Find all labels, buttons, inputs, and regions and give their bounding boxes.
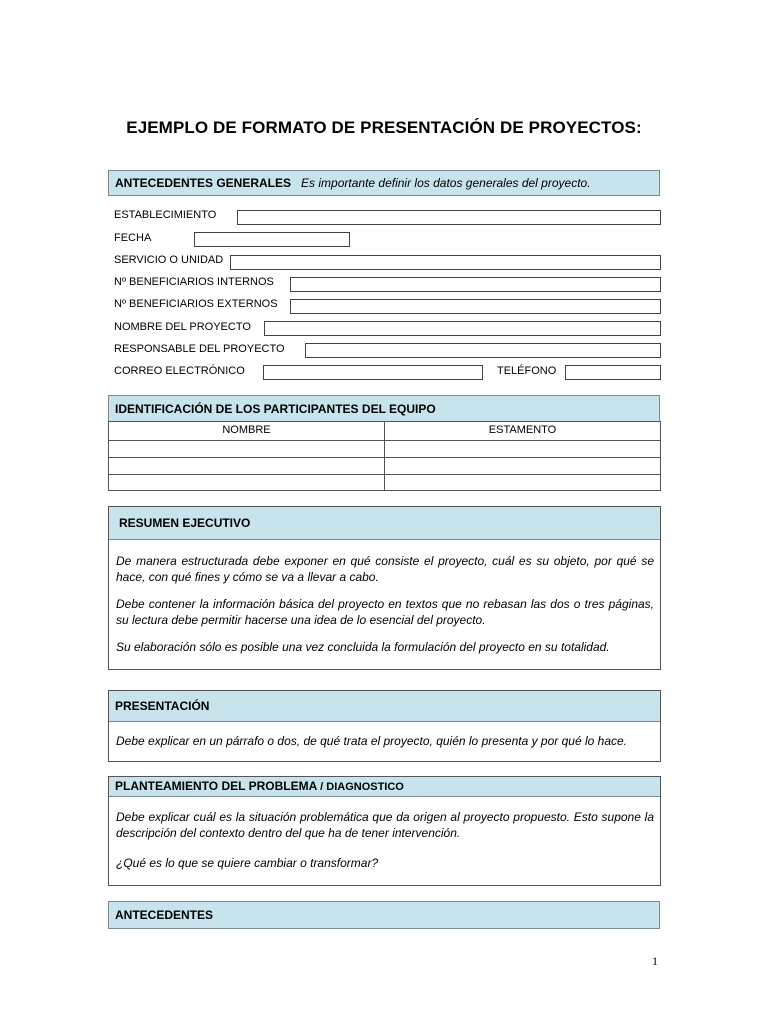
label-benef-internos: Nº BENEFICIARIOS INTERNOS — [114, 276, 274, 288]
executive-summary-header — [109, 507, 660, 540]
summary-paragraph: Su elaboración sólo es posible una vez concluida la formulación del proyecto en su totalidad. — [116, 640, 610, 654]
benef-externos-field[interactable] — [290, 299, 661, 314]
antecedentes-header — [108, 901, 660, 929]
label-fecha: FECHA — [114, 232, 152, 244]
servicio-field[interactable] — [230, 255, 661, 270]
problem-heading: PLANTEAMIENTO DEL PROBLEMA — [115, 779, 317, 793]
table-header-row — [109, 422, 660, 440]
label-benef-externos: Nº BENEFICIARIOS EXTERNOS — [114, 298, 278, 310]
label-responsable: RESPONSABLE DEL PROYECTO — [114, 343, 285, 355]
executive-summary-heading: RESUMEN EJECUTIVO — [119, 516, 251, 530]
problem-body — [109, 797, 660, 885]
label-establecimiento: ESTABLECIMIENTO — [114, 209, 217, 221]
summary-paragraph: Debe contener la información básica del proyecto en textos que no rebasan las dos o tres páginas, su lectura debe permitir hacerse una idea de lo esencial del proyecto. — [116, 597, 654, 627]
document-title: EJEMPLO DE FORMATO DE PRESENTACIÓN DE PROYECTOS: — [126, 118, 642, 137]
presentation-heading: PRESENTACIÓN — [115, 699, 210, 713]
problem-paragraph: ¿Qué es lo que se quiere cambiar o transformar? — [116, 856, 379, 870]
correo-field[interactable] — [263, 365, 483, 380]
estamento-cell[interactable] — [384, 458, 660, 474]
problem-section — [108, 776, 661, 886]
responsable-field[interactable] — [305, 343, 661, 358]
summary-paragraph: De manera estructurada debe exponer en qué consiste el proyecto, cuál es su objeto, por qué se hace, con qué fines y cómo se va a llevar a cabo. — [116, 554, 654, 584]
establecimiento-field[interactable] — [237, 210, 661, 225]
label-telefono: TELÉFONO — [497, 365, 557, 377]
label-servicio: SERVICIO O UNIDAD — [114, 254, 224, 266]
page-number: 1 — [652, 954, 658, 968]
fecha-field[interactable] — [194, 232, 350, 247]
presentation-text: Debe explicar en un párrafo o dos, de qué trata el proyecto, quién lo presenta y por qué lo hace. — [116, 734, 627, 748]
table-row — [109, 474, 660, 490]
presentation-body — [109, 722, 660, 761]
nombre-cell[interactable] — [109, 441, 384, 457]
nombre-cell[interactable] — [109, 458, 384, 474]
antecedentes-heading: ANTECEDENTES — [115, 908, 214, 922]
nombre-proyecto-field[interactable] — [264, 321, 661, 336]
participants-heading: IDENTIFICACIÓN DE LOS PARTICIPANTES DEL EQUIPO — [115, 402, 436, 416]
table-row — [109, 440, 660, 457]
problem-heading-suffix: / DIAGNOSTICO — [320, 781, 404, 793]
participants-header — [108, 395, 660, 422]
column-header-estamento: ESTAMENTO — [384, 422, 660, 440]
estamento-cell[interactable] — [384, 475, 660, 490]
label-nombre-proyecto: NOMBRE DEL PROYECTO — [114, 321, 251, 333]
benef-internos-field[interactable] — [290, 277, 661, 292]
telefono-field[interactable] — [565, 365, 661, 380]
executive-summary-body — [109, 540, 660, 669]
table-row — [109, 457, 660, 474]
estamento-cell[interactable] — [384, 441, 660, 457]
general-info-heading: ANTECEDENTES GENERALES — [115, 176, 292, 190]
problem-header — [109, 777, 660, 797]
general-info-note: Es importante definir los datos generales del proyecto. — [301, 176, 591, 190]
column-header-nombre: NOMBRE — [222, 424, 271, 436]
presentation-section — [108, 690, 661, 762]
general-info-header — [108, 170, 660, 196]
executive-summary-section — [108, 506, 661, 670]
label-correo: CORREO ELECTRÓNICO — [114, 365, 245, 377]
participants-table — [108, 421, 661, 491]
presentation-header — [109, 691, 660, 722]
nombre-cell[interactable] — [109, 475, 384, 490]
problem-paragraph: Debe explicar cuál es la situación problemática que da origen al proyecto propuesto. Esto supone la descripción del contexto dentro del que ha de tener intervención. — [116, 810, 654, 840]
